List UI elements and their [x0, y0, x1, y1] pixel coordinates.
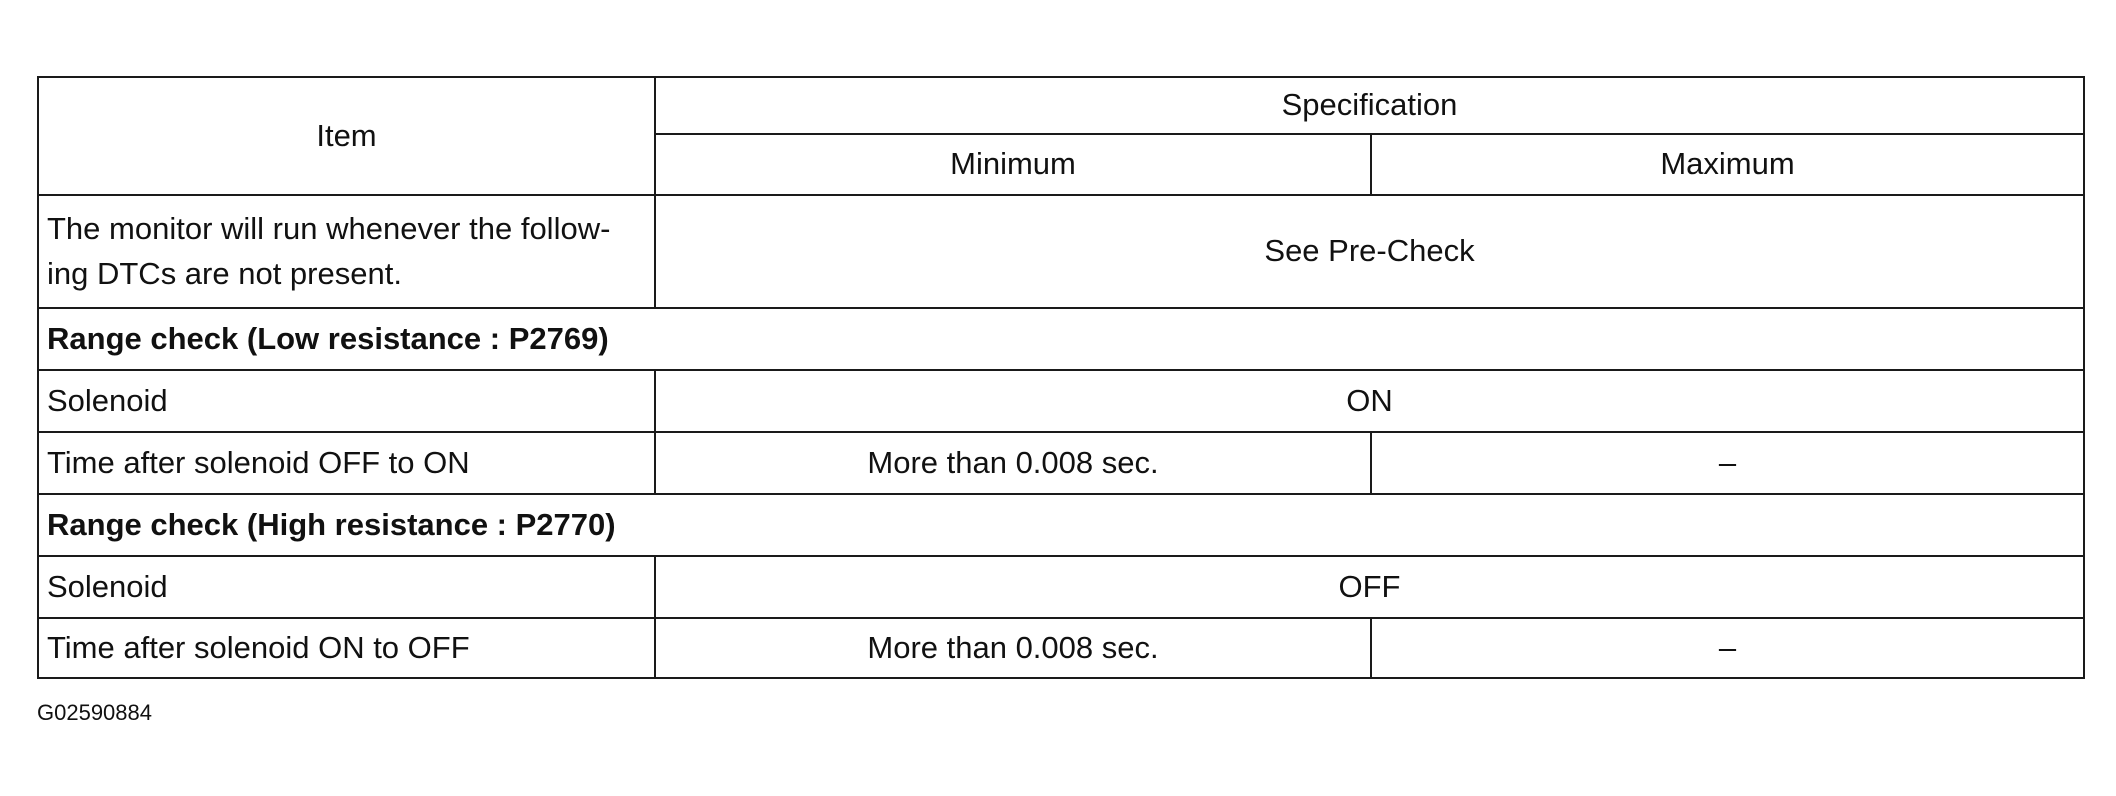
figure-id: G02590884 [37, 700, 152, 725]
condition-row [38, 195, 2084, 308]
condition-spec: See Pre-Check [655, 195, 2084, 308]
section-row-high-resistance [38, 494, 2084, 556]
section-title-low-resistance: Range check (Low resistance : P2769) [38, 308, 2084, 370]
table-row [38, 618, 2084, 678]
row-minimum: More than 0.008 sec. [655, 432, 1371, 494]
row-item: Solenoid [38, 556, 655, 618]
header-minimum: Minimum [655, 134, 1371, 195]
table-row [38, 432, 2084, 494]
row-spec: OFF [655, 556, 2084, 618]
row-spec: ON [655, 370, 2084, 432]
row-item: Time after solenoid OFF to ON [38, 432, 655, 494]
header-item: Item [38, 77, 655, 195]
table-row [38, 370, 2084, 432]
row-item: Solenoid [38, 370, 655, 432]
row-maximum: – [1371, 618, 2084, 678]
condition-item: The monitor will run whenever the follow- ing DTCs are not present. [38, 195, 655, 308]
specification-table [37, 76, 2085, 679]
header-row [38, 77, 2084, 134]
row-item: Time after solenoid ON to OFF [38, 618, 655, 678]
section-row-low-resistance [38, 308, 2084, 370]
row-minimum: More than 0.008 sec. [655, 618, 1371, 678]
header-maximum: Maximum [1371, 134, 2084, 195]
header-specification: Specification [655, 77, 2084, 134]
table-row [38, 556, 2084, 618]
section-title-high-resistance: Range check (High resistance : P2770) [38, 494, 2084, 556]
row-maximum: – [1371, 432, 2084, 494]
